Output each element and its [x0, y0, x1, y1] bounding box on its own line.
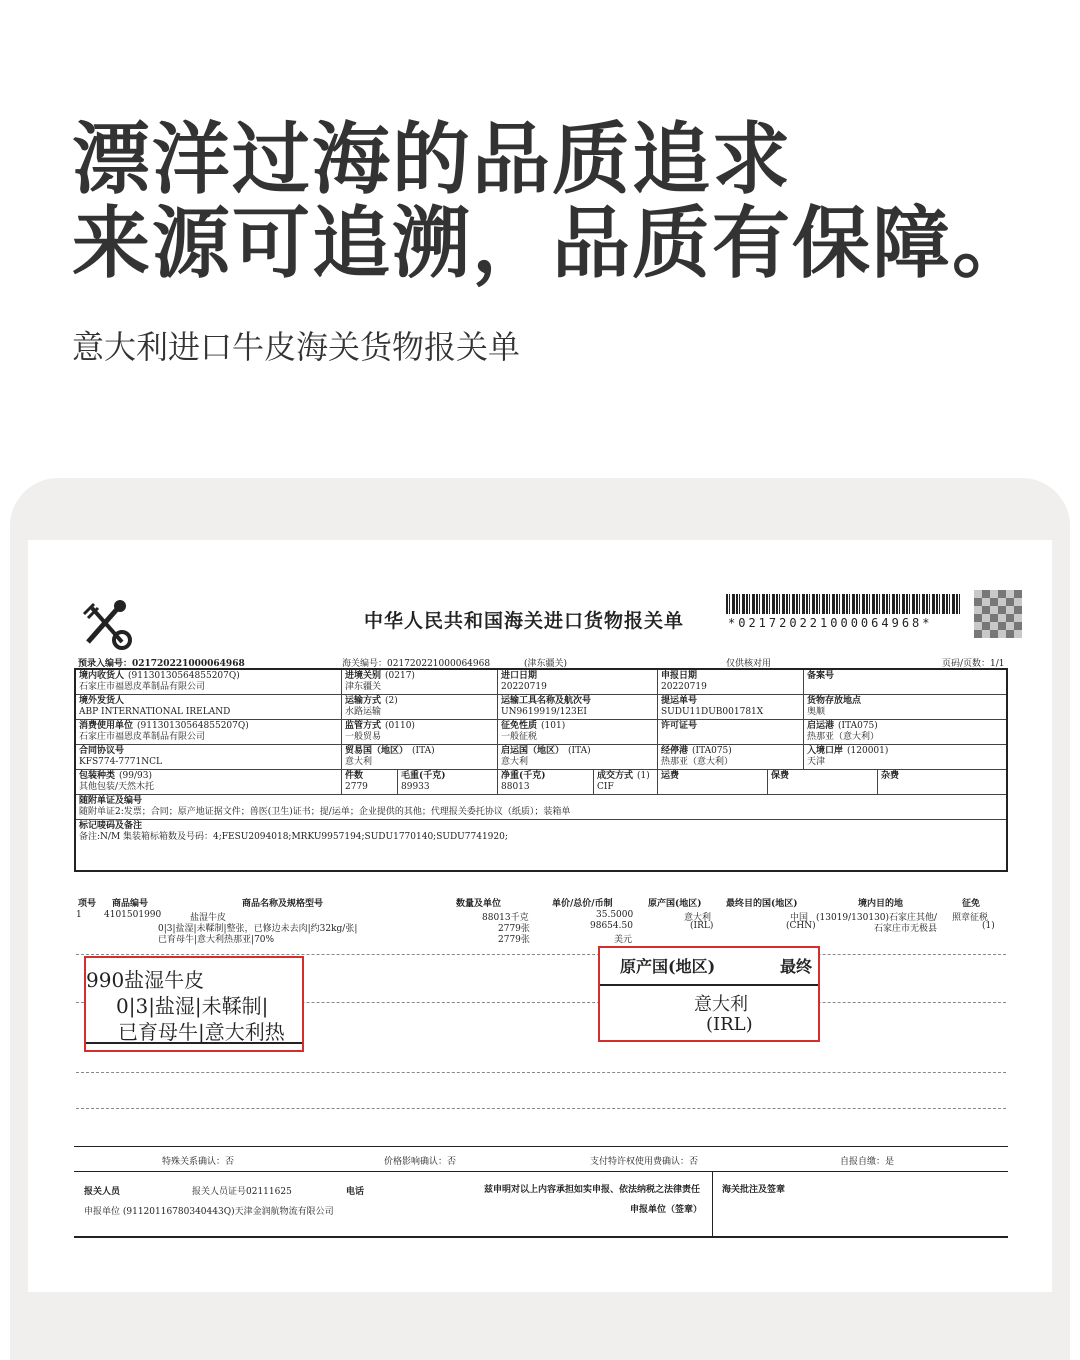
zoom-callout-product	[84, 956, 304, 1052]
field-label: 标记唛码及备注	[79, 821, 143, 831]
field-code: (ITA)	[568, 746, 591, 756]
field-code: (0110)	[385, 721, 415, 731]
field-label: 杂费	[881, 771, 900, 781]
field-code: (91130130564855207Q)	[137, 721, 249, 731]
grid-cell	[804, 745, 1006, 769]
grid-cell	[658, 720, 804, 744]
signature-section	[74, 1172, 1008, 1238]
grid-cell	[768, 770, 878, 794]
field-value: 随附单证2:发票；合同；原产地证据文件；兽医(卫生)证书；提/运单；企业提供的其他；代理报关委托协议（纸质）；装箱单	[79, 807, 571, 817]
field-code: (99/93)	[119, 771, 152, 781]
field-value: 其他包装/天然木托	[79, 782, 155, 792]
zoom-origin-country: 意大利	[694, 994, 748, 1015]
grid-cell	[76, 745, 342, 769]
field-label: 备案号	[807, 671, 835, 681]
zoom-product-spec-1: 0|3|盐湿|未鞣制|	[116, 994, 269, 1018]
field-value: 石家庄市福恩皮革制品有限公司	[79, 732, 206, 742]
self-pay: 自报自缴：是	[840, 1157, 895, 1167]
goods-header-cell: 原产国(地区)	[648, 899, 702, 909]
grid-cell	[804, 670, 1006, 694]
field-value: 20220719	[501, 682, 547, 692]
customs-office: (津东疆关)	[524, 659, 568, 669]
field-label: 消费使用单位 (91130130564855207Q)	[79, 721, 249, 731]
field-label: 入境口岸 (120001)	[807, 746, 889, 756]
royalty-confirm: 支付特许权使用费确认：否	[590, 1157, 699, 1167]
field-label: 经停港 (ITA075)	[661, 746, 732, 756]
goods-total-price: 98654.50	[590, 921, 633, 931]
customs-emblem-icon	[78, 596, 134, 652]
hero-heading	[72, 115, 1033, 289]
hero-line-2: 来源可追溯，品质有保障。	[72, 199, 1033, 289]
goods-qty-1: 88013千克	[482, 913, 529, 923]
field-label: 启运港 (ITA075)	[807, 721, 878, 731]
goods-district-2: 石家庄市无极县	[874, 924, 938, 934]
goods-header-cell: 商品编号	[112, 899, 149, 909]
field-label: 净重(千克)	[501, 771, 546, 781]
field-label: 启运国（地区） (ITA)	[501, 746, 591, 756]
grid-cell	[658, 695, 804, 719]
field-label: 随附单证及编号	[79, 796, 143, 806]
field-label: 件数	[345, 771, 364, 781]
field-value: 奥顺	[807, 707, 826, 717]
declaring-unit: 申报单位 (91120116780340443Q)天津金润航物流有限公司	[84, 1207, 334, 1217]
zoom-destination-header: 最终	[780, 957, 813, 976]
declaration-statement: 兹申明对以上内容承担如实申报、依法纳税之法律责任	[484, 1185, 701, 1195]
goods-destination-code: (CHN)	[786, 921, 816, 931]
field-label: 运输方式 (2)	[345, 696, 398, 706]
special-relation: 特殊关系确认：否	[162, 1157, 235, 1167]
goods-header-cell: 征免	[962, 899, 981, 909]
goods-qty-3: 2779张	[498, 935, 530, 945]
field-label: 运输工具名称及航次号	[501, 696, 592, 706]
phone-label: 电话	[346, 1187, 365, 1197]
field-value: 天津	[807, 757, 826, 767]
field-label: 运费	[661, 771, 680, 781]
field-value: 意大利	[501, 757, 529, 767]
grid-cell	[398, 770, 498, 794]
grid-row	[76, 770, 1006, 795]
goods-origin-code: (IRL)	[690, 921, 714, 931]
goods-qty-2: 2779张	[498, 924, 530, 934]
grid-cell	[594, 770, 658, 794]
page-number: 页码/页数：1/1	[942, 659, 1005, 669]
field-label: 进境关别 (0217)	[345, 671, 415, 681]
grid-cell	[658, 770, 768, 794]
grid-cell	[342, 745, 498, 769]
field-value: UN9619919/123EI	[501, 707, 587, 717]
field-code: (101)	[541, 721, 566, 731]
grid-cell	[658, 745, 804, 769]
separator	[76, 1108, 1006, 1109]
grid-cell	[878, 770, 1006, 794]
field-label: 境外发货人	[79, 696, 125, 706]
field-value: 89933	[401, 782, 430, 792]
field-value: 一般贸易	[345, 732, 382, 742]
page-subtitle: 意大利进口牛皮海关货物报关单	[72, 328, 521, 366]
confirmation-row	[74, 1146, 1008, 1172]
field-code: (2)	[385, 696, 398, 706]
grid-cell	[498, 670, 658, 694]
field-code: (0217)	[385, 671, 415, 681]
goods-spec-1: 0|3|盐湿|未鞣制|整张，已修边未去肉|约32kg/张|	[158, 924, 358, 934]
goods-name: 盐湿牛皮	[190, 913, 227, 923]
field-label: 成交方式 (1)	[597, 771, 650, 781]
grid-cell	[342, 695, 498, 719]
marks-and-remarks-row	[76, 820, 1006, 870]
goods-currency: 美元	[614, 935, 633, 945]
field-label: 监管方式 (0110)	[345, 721, 415, 731]
grid-cell	[498, 720, 658, 744]
field-value: KFS774-7771NCL	[79, 757, 162, 767]
declaration-grid	[74, 668, 1008, 872]
field-value: 20220719	[661, 682, 707, 692]
grid-cell	[498, 745, 658, 769]
pre-entry-number: 预录入编号：021720221000064968	[78, 659, 245, 669]
zoom-origin-header: 原产国(地区)	[620, 957, 716, 976]
goods-header-cell: 项号	[78, 899, 97, 909]
grid-row	[76, 670, 1006, 695]
unit-seal-label: 申报单位（签章）	[630, 1205, 703, 1215]
goods-header-cell: 境内目的地	[858, 899, 904, 909]
grid-cell	[804, 695, 1006, 719]
price-influence: 价格影响确认：否	[384, 1157, 457, 1167]
goods-no: 1	[76, 910, 82, 920]
zoom-callout-origin	[598, 946, 820, 1042]
grid-cell	[498, 695, 658, 719]
grid-row	[76, 695, 1006, 720]
grid-row	[76, 720, 1006, 745]
grid-cell	[498, 770, 594, 794]
field-value: 88013	[501, 782, 530, 792]
field-label: 提运单号	[661, 696, 698, 706]
field-code: (91130130564855207Q)	[128, 671, 240, 681]
separator	[76, 954, 1006, 955]
field-value: 备注:N/M 集装箱标箱数及号码：4;FESU2094018;MRKU9957194;SUDU1770140;SUDU7741920;	[79, 832, 508, 842]
goods-hs-code: 4101501990	[104, 910, 162, 920]
grid-cell	[342, 670, 498, 694]
goods-unit-price: 35.5000	[596, 910, 634, 920]
field-value: 水路运输	[345, 707, 382, 717]
goods-header-cell: 商品名称及规格型号	[242, 899, 324, 909]
goods-destination: 中国	[790, 913, 809, 923]
field-code: (1)	[637, 771, 650, 781]
field-value: 一般征税	[501, 732, 538, 742]
field-label: 毛重(千克)	[401, 771, 446, 781]
goods-levy: 照章征税	[952, 913, 989, 923]
field-label: 保费	[771, 771, 790, 781]
field-label: 境内收货人 (91130130564855207Q)	[79, 671, 240, 681]
goods-levy-code: (1)	[982, 921, 995, 931]
field-value: SUDU11DUB001781X	[661, 707, 764, 717]
goods-origin: 意大利	[684, 913, 712, 923]
grid-cell	[658, 670, 804, 694]
field-label: 包装种类 (99/93)	[79, 771, 152, 781]
goods-spec-2: 已育母牛|意大利热那亚|70%	[158, 935, 275, 945]
field-label: 进口日期	[501, 671, 538, 681]
goods-header-cell: 数量及单位	[456, 899, 502, 909]
field-value: 热那亚（意大利）	[661, 757, 734, 767]
grid-cell	[76, 670, 342, 694]
hero-line-1: 漂洋过海的品质追求	[72, 115, 793, 205]
marks-and-remarks	[76, 820, 1006, 870]
declarant-label: 报关人员	[84, 1187, 121, 1197]
qr-code	[974, 590, 1022, 638]
attached-documents	[76, 795, 1006, 819]
verify-only-note: 仅供核对用	[726, 659, 772, 669]
zoom-product-name: 990盐湿牛皮	[86, 968, 205, 992]
grid-row	[76, 745, 1006, 770]
field-label: 征免性质 (101)	[501, 721, 566, 731]
goods-header-cell: 最终目的国(地区)	[726, 899, 798, 909]
field-code: (ITA075)	[692, 746, 732, 756]
barcode-number: *021720221000064968*	[728, 616, 933, 630]
field-value: CIF	[597, 782, 614, 792]
field-value: 热那亚（意大利）	[807, 732, 880, 742]
grid-cell	[342, 770, 398, 794]
document-title: 中华人民共和国海关进口货物报关单	[364, 610, 685, 632]
grid-cell	[804, 720, 1006, 744]
field-value: 石家庄市福恩皮革制品有限公司	[79, 682, 206, 692]
separator	[76, 1072, 1006, 1073]
grid-cell	[76, 720, 342, 744]
zoom-product-spec-2: 已育母牛|意大利热	[118, 1020, 285, 1044]
field-value: 2779	[345, 782, 368, 792]
barcode	[726, 594, 962, 614]
field-label: 许可证号	[661, 721, 698, 731]
customs-number: 海关编号：021720221000064968	[342, 659, 491, 669]
attached-documents-row	[76, 795, 1006, 820]
declarant-cert: 报关人员证号02111625	[192, 1187, 292, 1197]
field-code: (120001)	[847, 746, 889, 756]
goods-header-cell: 单价/总价/币制	[552, 899, 613, 909]
grid-cell	[76, 770, 342, 794]
field-value: 意大利	[345, 757, 373, 767]
field-label: 合同协议号	[79, 746, 125, 756]
field-code: (ITA075)	[838, 721, 878, 731]
field-label: 货物存放地点	[807, 696, 862, 706]
goods-district: (13019/130130)石家庄其他/	[816, 913, 938, 923]
grid-cell	[342, 720, 498, 744]
field-value: ABP INTERNATIONAL IRELAND	[79, 707, 231, 717]
customs-approval-label: 海关批注及签章	[722, 1185, 786, 1195]
field-value: 津东疆关	[345, 682, 382, 692]
field-code: (ITA)	[412, 746, 435, 756]
zoom-origin-code: (IRL)	[706, 1014, 753, 1035]
grid-cell	[76, 695, 342, 719]
field-label: 贸易国（地区） (ITA)	[345, 746, 435, 756]
field-label: 申报日期	[661, 671, 698, 681]
